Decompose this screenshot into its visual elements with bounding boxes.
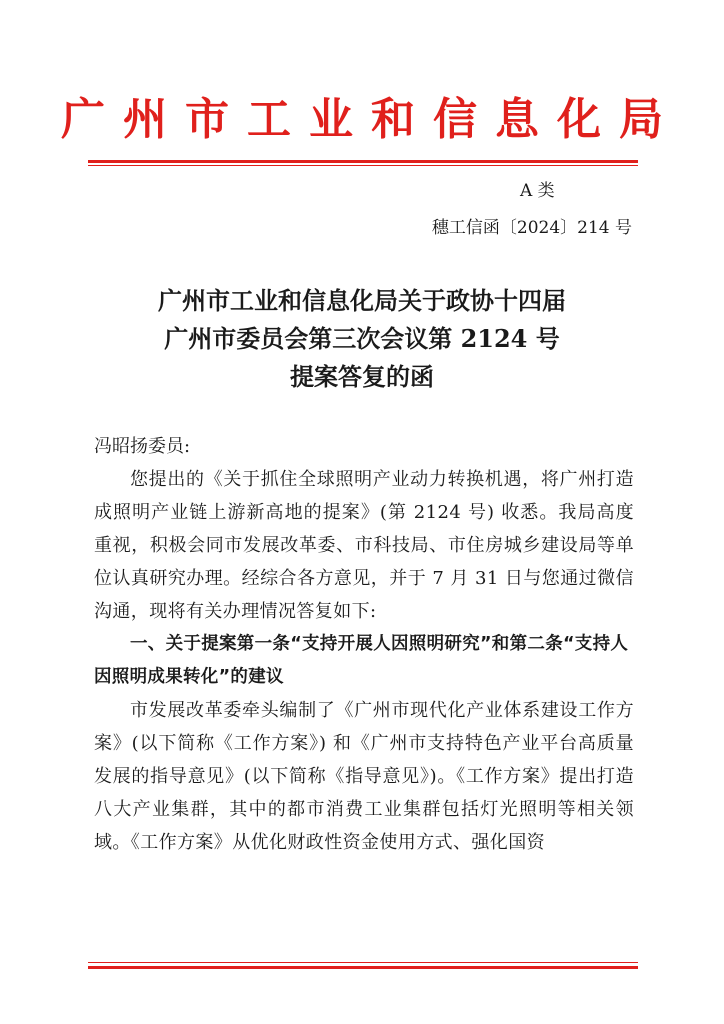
document-title-line-3: 提案答复的函 xyxy=(290,362,434,391)
paragraph-section-1: 市发展改革委牵头编制了《广州市现代化产业体系建设工作方案》(以下简称《工作方案》) 和《广州市支持特色产业平台高质量发展的指导意见》(以下简称《指导意见》)。《工作方案》提出打造八大产业集群，其中的都市消费工业集群包括灯光照明等相关领域。《工作方案》从优化财政性资金使用方式、强化国资 xyxy=(94,700,634,853)
footer-divider-thin xyxy=(88,962,638,963)
letterhead-divider-thick xyxy=(88,160,638,163)
salutation: 冯昭扬委员: xyxy=(94,436,191,457)
document-title-line-1: 广州市工业和信息化局关于政协十四届 xyxy=(158,286,566,315)
letterhead-divider-thin xyxy=(88,165,638,166)
footer-divider-thick xyxy=(88,966,638,969)
document-title-line-2: 广州市委员会第三次会议第 2124 号 xyxy=(164,324,560,353)
document-body xyxy=(94,430,634,859)
section-heading-1: 一、关于提案第一条“支持开展人因照明研究”和第二条“支持人因照明成果转化”的建议 xyxy=(94,634,629,687)
paragraph-intro: 您提出的《关于抓住全球照明产业动力转换机遇，将广州打造成照明产业链上游新高地的提案》(第 2124 号) 收悉。我局高度重视，积极会同市发展改革委、市科技局、市住房城乡建设局等单位认真研究办理。经综合各方意见，并于 7 月 31 日与您通过微信沟通，现将有关办理情况答复如下: xyxy=(94,469,634,622)
document-number: 穗工信函〔2024〕214 号 xyxy=(431,218,632,238)
classification-label: A 类 xyxy=(520,181,555,201)
letterhead-title: 广州市工业和信息化局 xyxy=(61,94,681,145)
document-title xyxy=(60,282,664,396)
